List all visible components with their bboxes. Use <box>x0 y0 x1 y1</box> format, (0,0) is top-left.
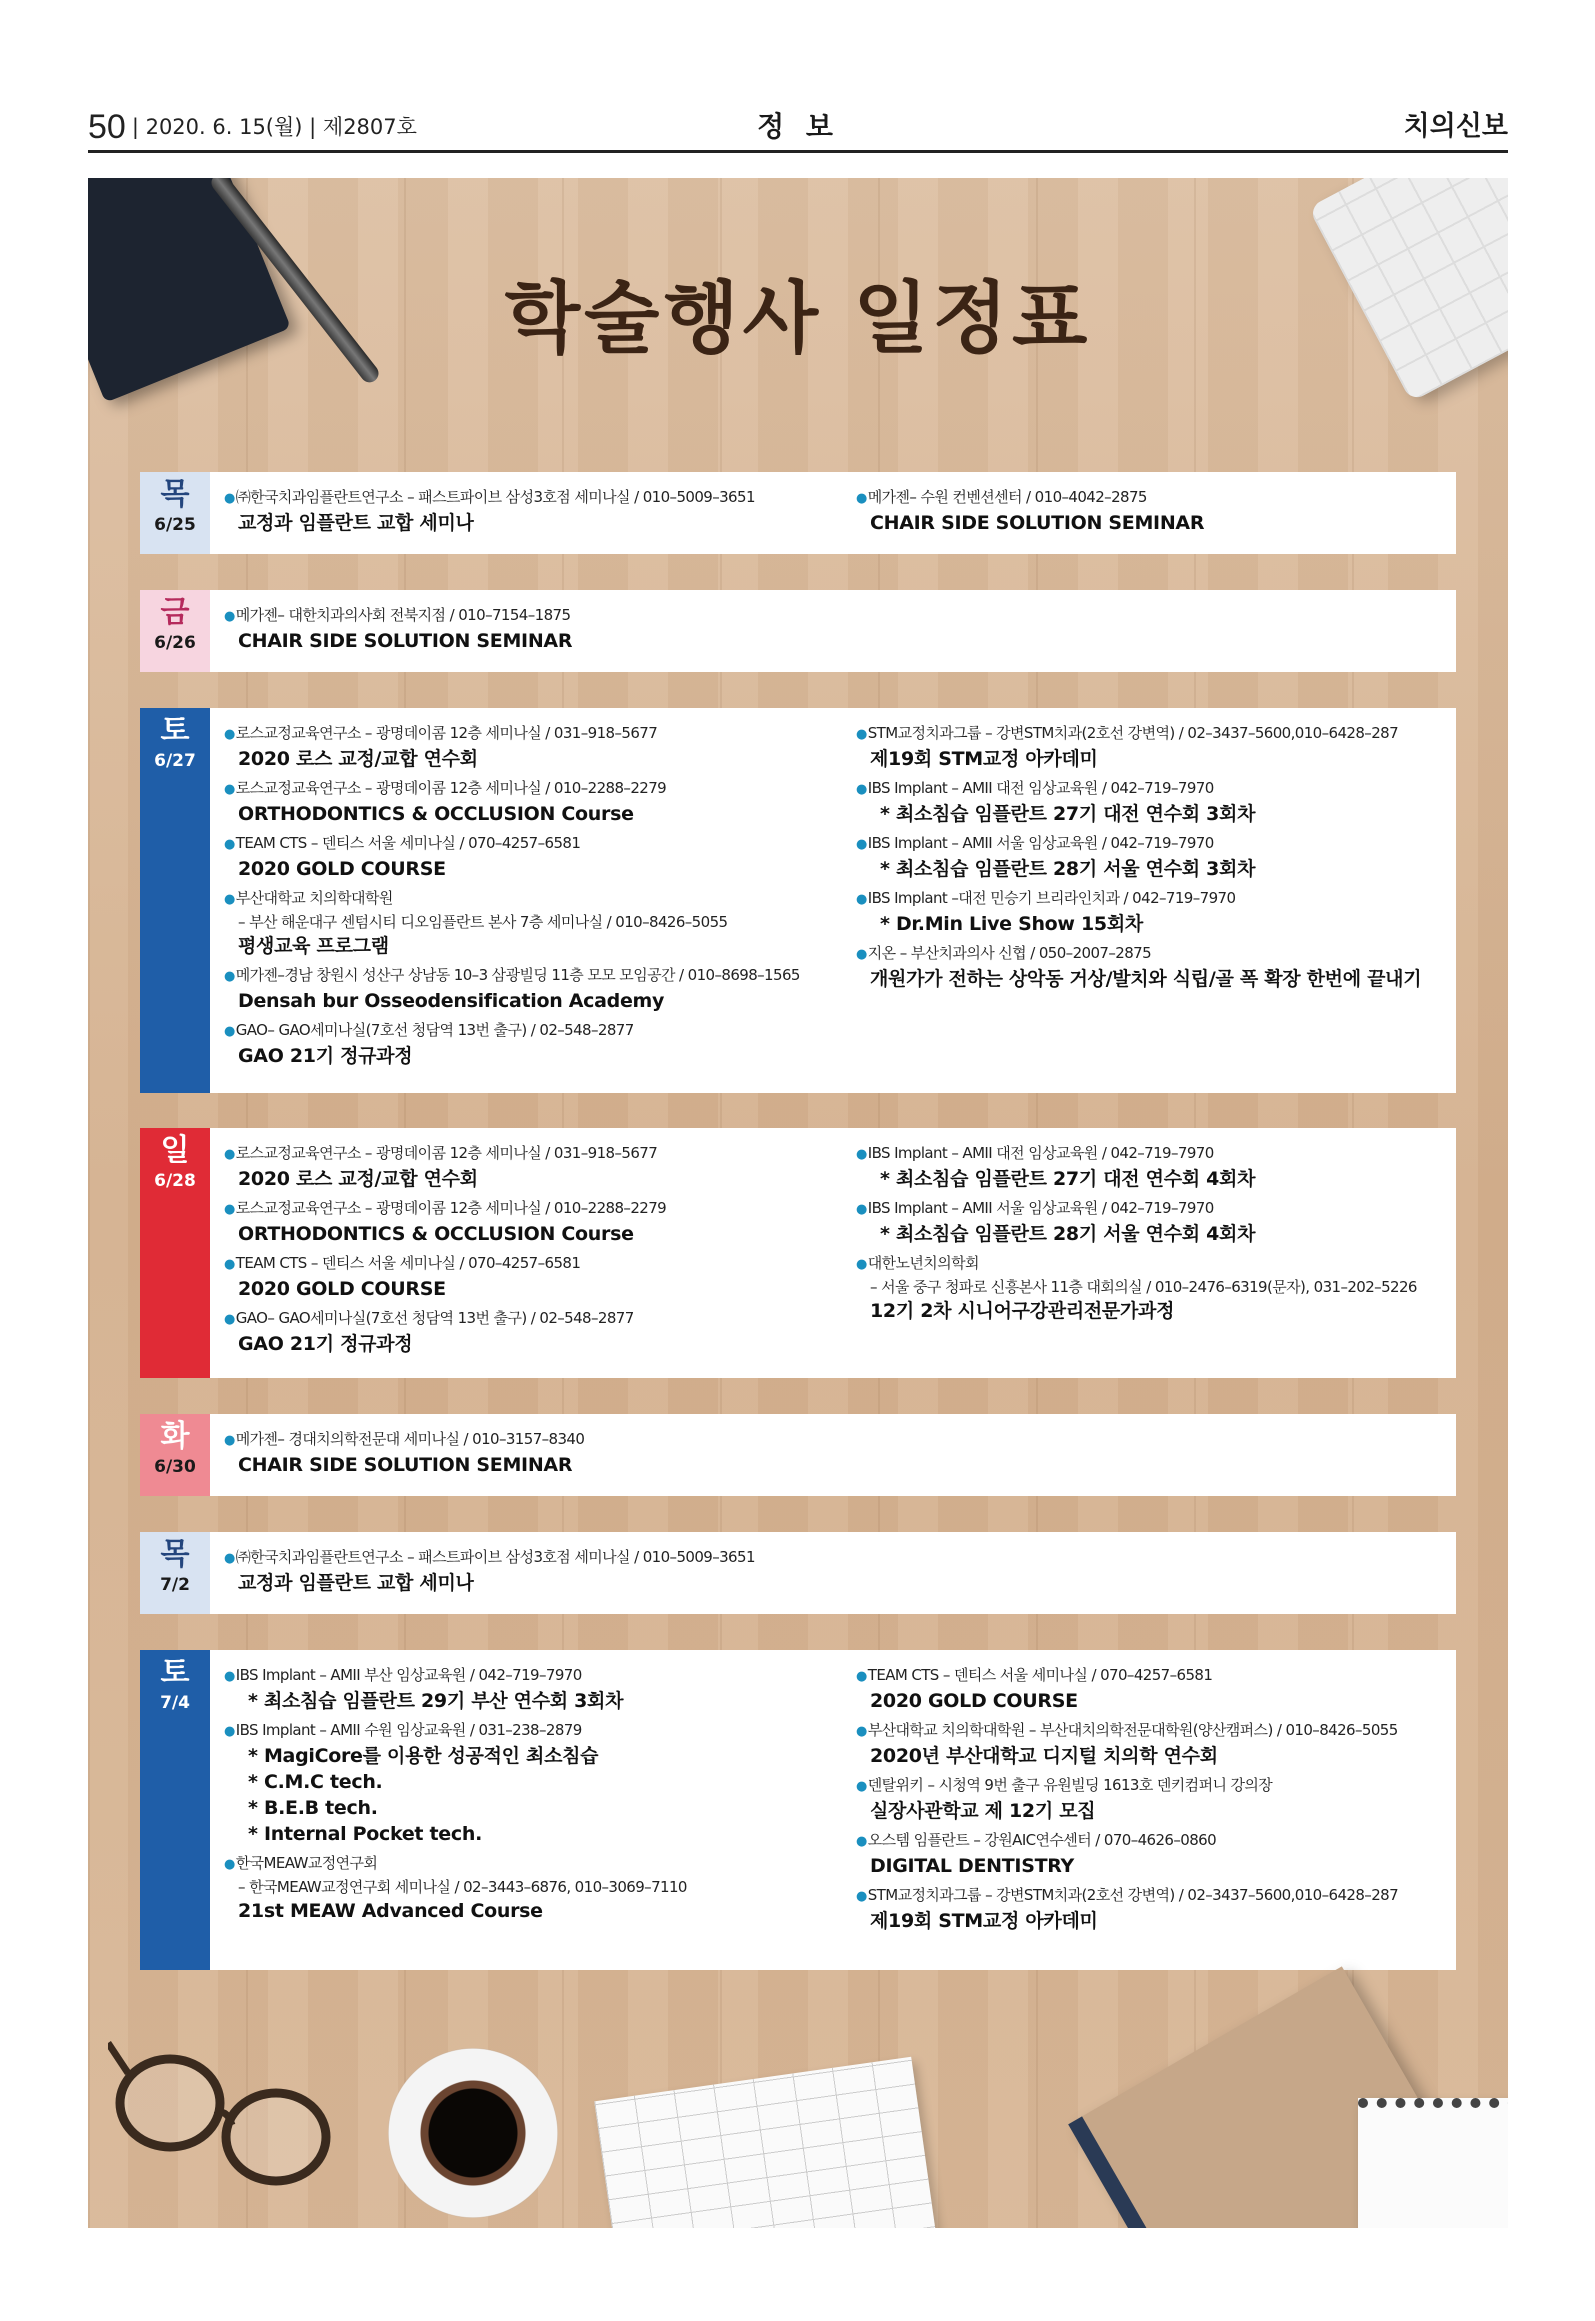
event-entry <box>856 1142 1446 1192</box>
day-of-week: 일 <box>160 1133 190 1168</box>
event-title: 개원가가 전하는 상악동 거상/발치와 식립/골 폭 확장 한번에 끝내기 <box>870 968 1422 990</box>
day-tab <box>140 708 210 1093</box>
day-of-week: 목 <box>160 1537 190 1572</box>
event-title: 2020 GOLD COURSE <box>238 1278 446 1300</box>
events-column-left <box>224 1142 844 1362</box>
day-row <box>140 1650 1456 1970</box>
events-column-right <box>856 1664 1446 1939</box>
event-organizer: ● 부산대학교 치의학대학원 – 부산대치의학전문대학원(양산캠퍼스) / 010–8426–5055 <box>856 1719 1446 1743</box>
day-date: 6/25 <box>154 515 196 535</box>
day-of-week: 토 <box>160 713 190 748</box>
events-column-left <box>224 722 844 1074</box>
event-entry <box>224 1142 844 1192</box>
day-tab <box>140 1128 210 1378</box>
event-title: 2020 로스 교정/교합 연수회 <box>238 1168 478 1190</box>
event-title: * 최소침습 임플란트 27기 대전 연수회 3회차 <box>880 803 1256 825</box>
event-entry <box>224 1197 844 1247</box>
event-title: * Internal Pocket tech. <box>248 1823 482 1845</box>
event-organizer: ● TEAM CTS – 덴티스 서울 세미나실 / 070–4257–6581 <box>224 1252 844 1276</box>
event-organizer: ● IBS Implant –대전 민승기 브리라인치과 / 042–719–7970 <box>856 887 1446 911</box>
event-entry <box>856 942 1446 992</box>
event-entry <box>224 1252 844 1302</box>
event-entry <box>224 1019 844 1069</box>
event-title: * MagiCore를 이용한 성공적인 최소침습 <box>248 1745 599 1767</box>
event-title: 12기 2차 시니어구강관리전문가과정 <box>870 1300 1175 1322</box>
event-organizer: ● 메가젠– 경대치의학전문대 세미나실 / 010–3157–8340 <box>224 1428 844 1452</box>
event-location: – 한국MEAW교정연구회 세미나실 / 02–3443–6876, 010–3069–7110 <box>238 1878 687 1896</box>
schedule-panel <box>88 178 1508 2228</box>
coffee-cup-image <box>388 2048 558 2218</box>
event-organizer: ● GAO– GAO세미나실(7호선 청담역 13번 출구) / 02–548–2877 <box>224 1019 844 1043</box>
day-tab <box>140 1650 210 1970</box>
day-row <box>140 590 1456 672</box>
event-title: 2020 GOLD COURSE <box>238 858 446 880</box>
event-organizer: ● IBS Implant – AMII 대전 임상교육원 / 042–719–7970 <box>856 1142 1446 1166</box>
event-entry <box>224 1719 844 1847</box>
day-row <box>140 472 1456 554</box>
event-title: 실장사관학교 제 12기 모집 <box>870 1800 1096 1822</box>
event-entry <box>856 1829 1446 1879</box>
event-entry <box>224 1664 844 1714</box>
event-organizer: ● ㈜한국치과임플란트연구소 – 패스트파이브 삼성3호점 세미나실 / 010–5009–3651 <box>224 1546 844 1570</box>
event-title: ORTHODONTICS & OCCLUSION Course <box>238 1223 634 1245</box>
day-date: 7/2 <box>160 1575 190 1595</box>
event-entry <box>856 1774 1446 1824</box>
day-date: 7/4 <box>160 1693 190 1713</box>
day-tab <box>140 1532 210 1614</box>
day-date: 6/28 <box>154 1171 196 1191</box>
event-organizer: ● 메가젠– 대한치과의사회 전북지점 / 010–7154–1875 <box>224 604 844 628</box>
event-title: * 최소침습 임플란트 28기 서울 연수회 4회차 <box>880 1223 1256 1245</box>
day-date: 6/30 <box>154 1457 196 1477</box>
event-title: * Dr.Min Live Show 15회차 <box>880 913 1143 935</box>
event-title: CHAIR SIDE SOLUTION SEMINAR <box>870 512 1205 534</box>
event-organizer: ● STM교정치과그룹 – 강변STM치과(2호선 강변역) / 02–3437–5600,010–6428–287 <box>856 722 1446 746</box>
event-title: Densah bur Osseodensification Academy <box>238 990 665 1012</box>
event-entry <box>224 722 844 772</box>
event-title: 제19회 STM교정 아카데미 <box>870 1910 1098 1932</box>
header-rule <box>88 150 1508 153</box>
day-tab <box>140 1414 210 1496</box>
events-column-left <box>224 486 844 541</box>
notepad-image <box>1358 2098 1508 2228</box>
event-entry <box>856 887 1446 937</box>
event-entry <box>224 1852 844 1924</box>
event-organizer: ● 오스템 임플란트 – 강원AIC연수센터 / 070–4626–0860 <box>856 1829 1446 1853</box>
event-title: 2020년 부산대학교 디지털 치의학 연수회 <box>870 1745 1218 1767</box>
event-entry <box>224 777 844 827</box>
event-title: * B.E.B tech. <box>248 1797 378 1819</box>
event-organizer: ● TEAM CTS – 덴티스 서울 세미나실 / 070–4257–6581 <box>224 832 844 856</box>
events-column-right <box>856 722 1446 997</box>
event-title: 2020 로스 교정/교합 연수회 <box>238 748 478 770</box>
event-organizer: ● 로스교정교육연구소 – 광명데이콤 12층 세미나실 / 031–918–5677 <box>224 1142 844 1166</box>
day-of-week: 목 <box>160 477 190 512</box>
event-entry <box>856 486 1446 536</box>
event-title: 평생교육 프로그램 <box>238 935 389 957</box>
event-entry <box>856 777 1446 827</box>
event-organizer: ● 대한노년치의학회 <box>856 1252 1446 1276</box>
event-organizer: ● IBS Implant – AMII 부산 임상교육원 / 042–719–7970 <box>224 1664 844 1688</box>
event-entry <box>224 1428 844 1478</box>
event-title: * 최소침습 임플란트 29기 부산 연수회 3회차 <box>248 1690 624 1712</box>
event-organizer: ● 덴탈위키 – 시청역 9번 출구 유원빌딩 1613호 덴키컴퍼니 강의장 <box>856 1774 1446 1798</box>
event-organizer: ● 메가젠–경남 창원시 성산구 상남동 10–3 삼광빌딩 11층 모모 모임공간 / 010–8698–1565 <box>224 964 844 988</box>
event-title: ORTHODONTICS & OCCLUSION Course <box>238 803 634 825</box>
day-row <box>140 1532 1456 1614</box>
events-column-left <box>224 604 844 659</box>
event-entry <box>856 1197 1446 1247</box>
event-title: 제19회 STM교정 아카데미 <box>870 748 1098 770</box>
event-entry <box>224 832 844 882</box>
day-of-week: 토 <box>160 1655 190 1690</box>
event-location: – 서울 중구 청파로 신흥본사 11층 대회의실 / 010–2476–6319(문자), 031–202–5226 <box>870 1278 1417 1296</box>
day-tab <box>140 590 210 672</box>
events-column-left <box>224 1428 844 1483</box>
event-organizer: ● IBS Implant – AMII 대전 임상교육원 / 042–719–7970 <box>856 777 1446 801</box>
events-column-right <box>856 486 1446 541</box>
event-entry <box>224 887 844 959</box>
day-row <box>140 1414 1456 1496</box>
event-title: * 최소침습 임플란트 27기 대전 연수회 4회차 <box>880 1168 1256 1190</box>
event-entry <box>856 1664 1446 1714</box>
event-organizer: ● GAO– GAO세미나실(7호선 청담역 13번 출구) / 02–548–2877 <box>224 1307 844 1331</box>
event-organizer: ● 부산대학교 치의학대학원 <box>224 887 844 911</box>
events-column-right <box>856 1142 1446 1329</box>
event-title: 교정과 임플란트 교합 세미나 <box>238 1572 474 1594</box>
event-entry <box>224 486 844 536</box>
event-organizer: ● 로스교정교육연구소 – 광명데이콤 12층 세미나실 / 031–918–5677 <box>224 722 844 746</box>
event-organizer: ● IBS Implant – AMII 수원 임상교육원 / 031–238–2879 <box>224 1719 844 1743</box>
event-organizer: ● STM교정치과그룹 – 강변STM치과(2호선 강변역) / 02–3437–5600,010–6428–287 <box>856 1884 1446 1908</box>
day-of-week: 금 <box>160 595 190 630</box>
event-organizer: ● TEAM CTS – 덴티스 서울 세미나실 / 070–4257–6581 <box>856 1664 1446 1688</box>
event-title: * C.M.C tech. <box>248 1771 383 1793</box>
event-location: – 부산 해운대구 센텀시티 디오임플란트 본사 7층 세미나실 / 010–8426–5055 <box>238 913 728 931</box>
page-number: 50 <box>88 108 126 146</box>
event-organizer: ● IBS Implant – AMII 서울 임상교육원 / 042–719–7970 <box>856 832 1446 856</box>
event-title: 21st MEAW Advanced Course <box>238 1900 543 1922</box>
event-title: GAO 21기 정규과정 <box>238 1333 413 1355</box>
event-organizer: ● ㈜한국치과임플란트연구소 – 패스트파이브 삼성3호점 세미나실 / 010–5009–3651 <box>224 486 844 510</box>
page-header <box>88 110 1508 150</box>
issue-date: | 2020. 6. 15(월) | 제2807호 <box>131 115 417 139</box>
event-organizer: ● 로스교정교육연구소 – 광명데이콤 12층 세미나실 / 010–2288–2279 <box>224 1197 844 1221</box>
events-column-left <box>224 1664 844 1929</box>
event-organizer: ● IBS Implant – AMII 서울 임상교육원 / 042–719–7970 <box>856 1197 1446 1221</box>
event-organizer: ● 한국MEAW교정연구회 <box>224 1852 844 1876</box>
event-entry <box>856 1884 1446 1934</box>
event-entry <box>856 1719 1446 1769</box>
event-entry <box>224 604 844 654</box>
day-row <box>140 1128 1456 1378</box>
event-entry <box>224 964 844 1014</box>
event-title: * 최소침습 임플란트 28기 서울 연수회 3회차 <box>880 858 1256 880</box>
event-organizer: ● 로스교정교육연구소 – 광명데이콤 12층 세미나실 / 010–2288–2279 <box>224 777 844 801</box>
event-organizer: ● 지온 – 부산치과의사 신협 / 050–2007–2875 <box>856 942 1446 966</box>
event-entry <box>856 1252 1446 1324</box>
event-entry <box>856 722 1446 772</box>
publication-name: 치의신보 <box>1403 111 1508 142</box>
day-row <box>140 708 1456 1093</box>
day-date: 6/26 <box>154 633 196 653</box>
event-entry <box>224 1307 844 1357</box>
event-title: 교정과 임플란트 교합 세미나 <box>238 512 474 534</box>
section-name: 정 보 <box>757 110 839 143</box>
event-title: DIGITAL DENTISTRY <box>870 1855 1074 1877</box>
event-title: 2020 GOLD COURSE <box>870 1690 1078 1712</box>
event-organizer: ● 메가젠– 수원 컨벤션센터 / 010–4042–2875 <box>856 486 1446 510</box>
event-title: CHAIR SIDE SOLUTION SEMINAR <box>238 1454 573 1476</box>
day-tab <box>140 472 210 554</box>
events-column-left <box>224 1546 844 1601</box>
event-title: CHAIR SIDE SOLUTION SEMINAR <box>238 630 573 652</box>
day-of-week: 화 <box>160 1419 190 1454</box>
glasses-image <box>108 2033 338 2203</box>
event-entry <box>856 832 1446 882</box>
page-title: 학술행사 일정표 <box>504 274 1092 364</box>
day-date: 6/27 <box>154 751 196 771</box>
event-entry <box>224 1546 844 1596</box>
event-title: GAO 21기 정규과정 <box>238 1045 413 1067</box>
planner-image <box>594 2057 942 2228</box>
